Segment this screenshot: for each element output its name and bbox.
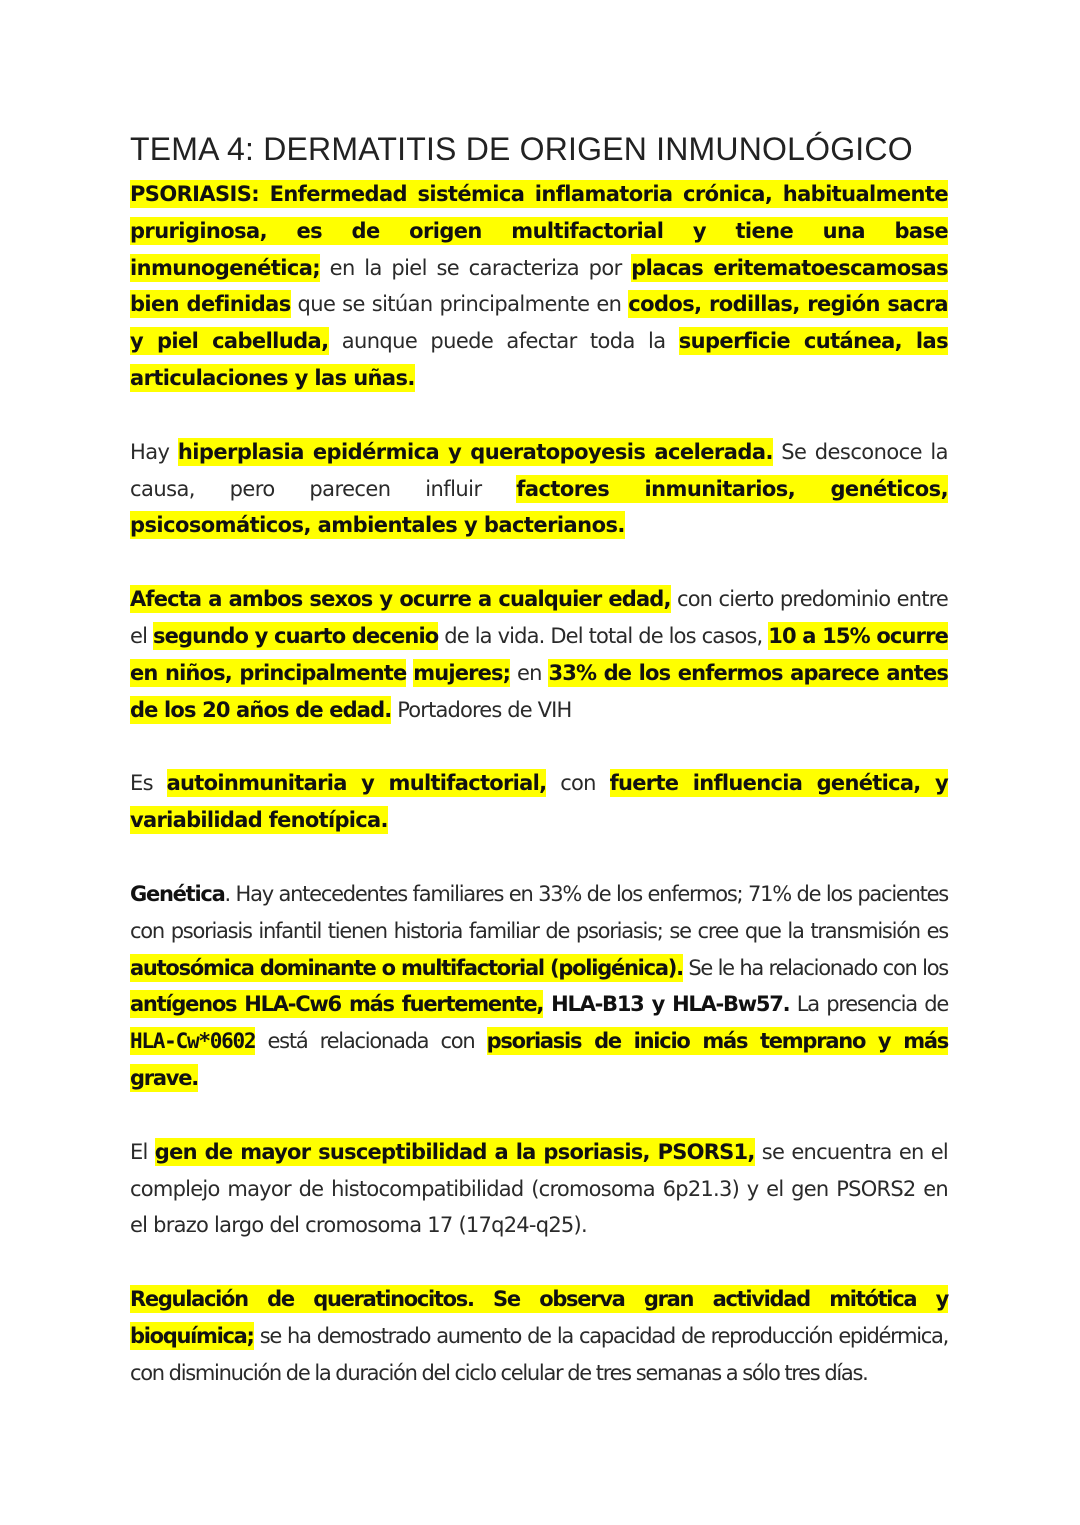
highlight: 10 a 15% ocurre en niños, principalmente <box>130 623 948 685</box>
highlight: fuerte influencia genética, y variabilidad fenotípica. <box>130 771 948 833</box>
text-run: con <box>546 771 610 796</box>
text-run: La presencia de <box>789 992 948 1017</box>
highlight: mujeres; <box>413 660 511 685</box>
highlight: factores inmunitarios, genéticos, psicosomáticos, ambientales y bacterianos. <box>130 476 948 538</box>
highlight: codos, rodillas, región sacra y piel cabelluda, <box>130 292 949 354</box>
text-run: de la vida. Del total de los casos, <box>438 623 769 648</box>
highlight: antígenos HLA-Cw6 más fuertemente, <box>130 992 544 1017</box>
text-run: Se desconoce la causa, pero parecen influir <box>130 439 948 501</box>
paragraph-psoriasis-definition <box>130 176 948 397</box>
text-run: se ha demostrado aumento de la capacidad de reproducción epidérmica, con disminución de la duración del ciclo celular de tres semanas a sólo tres días. <box>130 1323 948 1385</box>
highlight: segundo y cuarto decenio <box>152 623 439 648</box>
document-page <box>130 130 948 1429</box>
highlight: Regulación de queratinocitos. Se observa gran actividad mitótica y bioquímica; <box>130 1287 948 1348</box>
paragraph-genetics <box>130 876 948 1097</box>
highlight: 33% de los enfermos aparece antes de los 20 años de edad. <box>130 660 948 722</box>
text-run: Se le ha relacionado con los <box>682 955 948 980</box>
text-run: Es <box>130 771 167 796</box>
page-title: TEMA 4: DERMATITIS DE ORIGEN INMUNOLÓGICO <box>130 131 913 167</box>
highlight: superficie cutánea, las articulaciones y las uñas. <box>130 329 948 390</box>
highlight: PSORIASIS: Enfermedad sistémica inflamatoria crónica, habitualmente pruriginosa, es de origen multifactorial y tiene una base inmunogenética; <box>130 182 948 280</box>
genetics-heading: Genética <box>130 881 225 906</box>
highlight: autoinmunitaria y multifactorial, <box>166 771 547 796</box>
text-run: Portadores de VIH <box>391 697 572 722</box>
highlight: psoriasis de inicio más temprano y más grave. <box>130 1029 948 1090</box>
paragraph-causes <box>130 434 948 544</box>
text-run: en la piel se caracteriza por <box>320 255 632 280</box>
text-run: con cierto predominio entre el <box>130 587 948 648</box>
text-run: Hay <box>130 439 178 464</box>
paragraph-psors-genes <box>130 1134 948 1244</box>
paragraph-keratinocytes <box>130 1281 948 1391</box>
text-run: . Hay antecedentes familiares en 33% de los enfermos; 71% de los pacientes con psoriasis infantil tienen historia familiar de psoriasis; se cree que la transmisión es <box>130 881 948 943</box>
text-run: está relacionada con <box>255 1029 487 1054</box>
highlight: gen de mayor susceptibilidad a la psoriasis, PSORS1, <box>154 1139 755 1164</box>
text-run: El <box>130 1139 155 1164</box>
text-run: aunque puede afectar toda la <box>328 329 679 354</box>
text-run: en <box>510 660 549 685</box>
highlight: autosómica dominante o multifactorial (poligénica). <box>130 955 683 980</box>
highlight-allele: HLA-Cw*0602 <box>130 1029 256 1054</box>
highlight: Afecta a ambos sexos y ocurre a cualquier edad, <box>130 587 671 612</box>
bold-text: HLA-B13 y HLA-Bw57. <box>543 992 790 1017</box>
text-run: se encuentra en el complejo mayor de histocompatibilidad (cromosoma 6p21.3) y el gen PSORS2 en el brazo largo del cromosoma 17 (17q24-q25). <box>130 1139 948 1238</box>
paragraph-epidemiology <box>130 581 948 728</box>
highlight: placas eritematoescamosas bien definidas <box>130 255 948 317</box>
highlight: hiperplasia epidérmica y queratopoyesis acelerada. <box>177 439 773 464</box>
paragraph-autoimmune <box>130 765 948 839</box>
text-run: que se sitúan principalmente en <box>290 292 629 317</box>
